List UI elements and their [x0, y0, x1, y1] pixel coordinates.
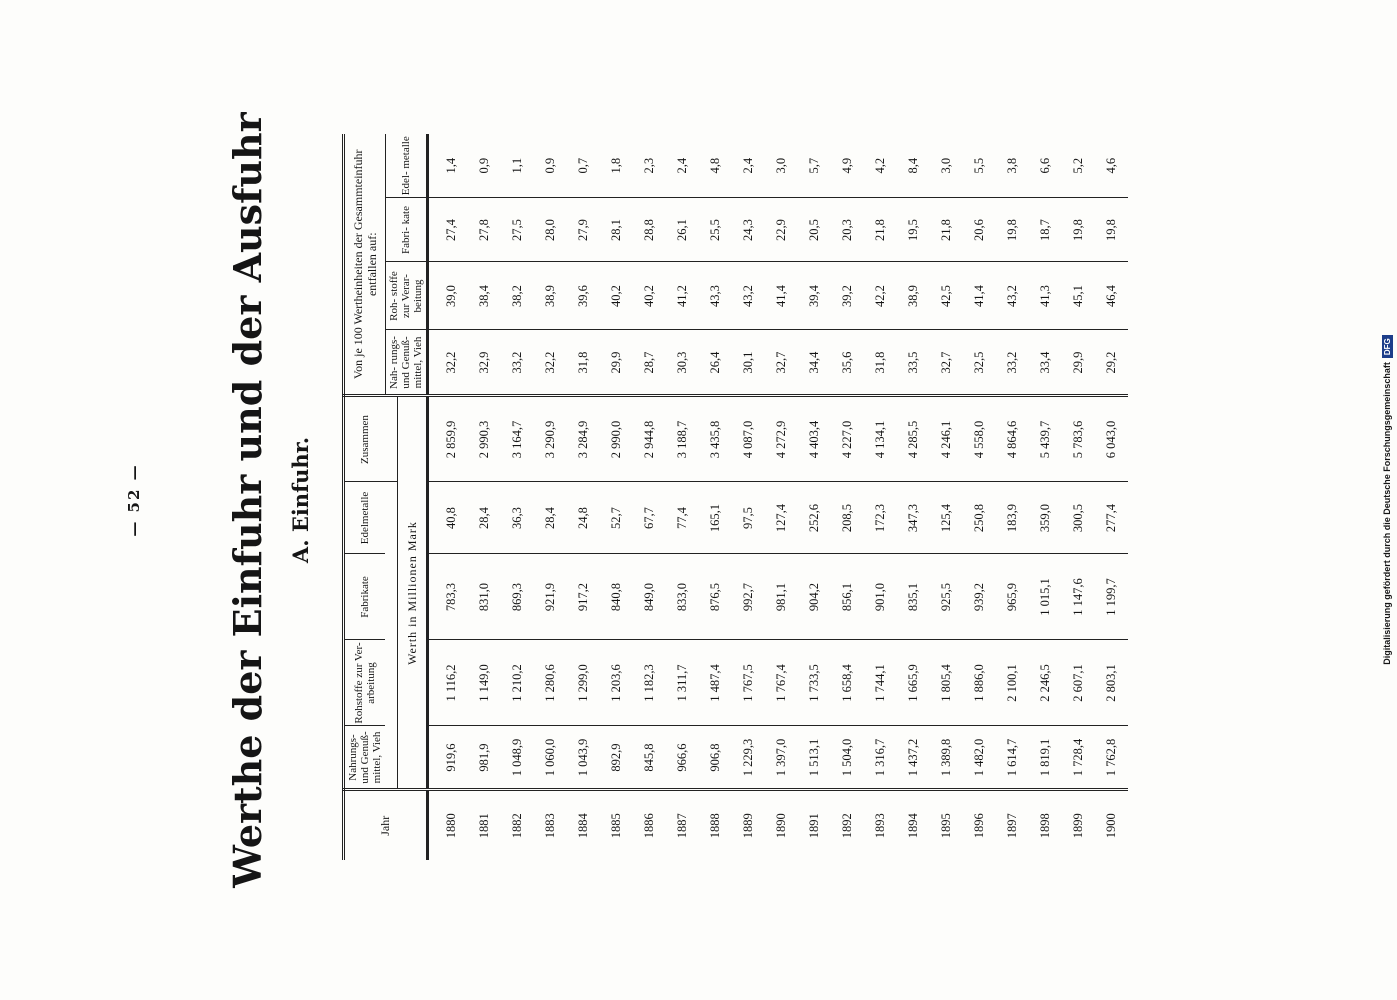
cell-rohstoffe: 1 299,0 — [567, 640, 600, 726]
cell-jahr: 1889 — [732, 790, 765, 860]
cell-rohstoffe: 1 487,4 — [699, 640, 732, 726]
cell-p-rohstoffe: 43,3 — [699, 262, 732, 330]
table-row — [996, 134, 1029, 860]
cell-rohstoffe: 1 733,5 — [798, 640, 831, 726]
header-p-nahrung: Nah- rungs- und Genuß- mittel, Vieh — [385, 330, 427, 396]
cell-zusammen: 4 272,9 — [765, 396, 798, 482]
cell-edelmetalle: 28,4 — [468, 482, 501, 554]
cell-rohstoffe: 1 116,2 — [427, 640, 468, 726]
dfg-logo: DFG — [1382, 335, 1393, 358]
cell-p-rohstoffe: 39,6 — [567, 262, 600, 330]
cell-jahr: 1899 — [1062, 790, 1095, 860]
cell-p-fabrikate: 19,8 — [1062, 198, 1095, 262]
cell-fabrikate: 904,2 — [798, 554, 831, 640]
cell-jahr: 1892 — [831, 790, 864, 860]
cell-zusammen: 4 246,1 — [930, 396, 963, 482]
cell-rohstoffe: 1 658,4 — [831, 640, 864, 726]
cell-zusammen: 4 227,0 — [831, 396, 864, 482]
cell-p-edelmetalle: 5,2 — [1070, 157, 1085, 174]
cell-rohstoffe: 1 767,5 — [732, 640, 765, 726]
cell-nahrung: 919,6 — [427, 726, 468, 790]
cell-edelmetalle: 359,0 — [1029, 482, 1062, 554]
cell-rohstoffe: 1 744,1 — [864, 640, 897, 726]
cell-zusammen: 3 284,9 — [567, 396, 600, 482]
cell-p-edelmetalle: 3,0 — [938, 157, 953, 174]
cell-p-edelmetalle: 0,9 — [476, 157, 491, 174]
digitization-credit — [1382, 0, 1393, 1000]
cell-rohstoffe: 2 100,1 — [996, 640, 1029, 726]
cell-edelmetalle: 28,4 — [534, 482, 567, 554]
table-row — [1095, 134, 1128, 860]
table-row — [567, 134, 600, 860]
cell-p-fabrikate: 19,8 — [1095, 198, 1128, 262]
cell-zusammen: 4 403,4 — [798, 396, 831, 482]
cell-nahrung: 906,8 — [699, 726, 732, 790]
cell-nahrung: 1 819,1 — [1029, 726, 1062, 790]
cell-jahr: 1882 — [501, 790, 534, 860]
cell-p-rohstoffe: 38,2 — [501, 262, 534, 330]
cell-rohstoffe: 1 149,0 — [468, 640, 501, 726]
cell-rohstoffe: 1 311,7 — [666, 640, 699, 726]
cell-p-nahrung: 29,9 — [1062, 330, 1095, 396]
cell-p-edelmetalle: 2,3 — [641, 157, 656, 174]
cell-p-fabrikate: 18,7 — [1029, 198, 1062, 262]
cell-zusammen: 4 087,0 — [732, 396, 765, 482]
header-unit-spacer — [385, 482, 397, 790]
table-row — [897, 134, 930, 860]
cell-p-nahrung: 33,5 — [897, 330, 930, 396]
cell-edelmetalle: 252,6 — [798, 482, 831, 554]
cell-p-nahrung: 30,1 — [732, 330, 765, 396]
table-row — [633, 134, 666, 860]
cell-fabrikate: 992,7 — [732, 554, 765, 640]
table-row — [501, 134, 534, 860]
cell-p-rohstoffe: 43,2 — [732, 262, 765, 330]
cell-p-fabrikate: 27,9 — [567, 198, 600, 262]
cell-jahr: 1881 — [468, 790, 501, 860]
cell-p-rohstoffe: 41,4 — [963, 262, 996, 330]
cell-p-nahrung: 33,4 — [1029, 330, 1062, 396]
cell-nahrung: 1 437,2 — [897, 726, 930, 790]
header-unit-spacer-sum — [385, 396, 397, 482]
cell-jahr: 1890 — [765, 790, 798, 860]
cell-nahrung: 1 504,0 — [831, 726, 864, 790]
cell-zusammen: 4 864,6 — [996, 396, 1029, 482]
cell-p-nahrung: 29,2 — [1095, 330, 1128, 396]
table-row — [427, 134, 468, 860]
cell-zusammen: 2 990,0 — [600, 396, 633, 482]
cell-fabrikate: 1 015,1 — [1029, 554, 1062, 640]
cell-p-edelmetalle: 4,8 — [707, 157, 722, 174]
cell-jahr: 1900 — [1095, 790, 1128, 860]
cell-p-nahrung: 34,4 — [798, 330, 831, 396]
cell-p-nahrung: 26,4 — [699, 330, 732, 396]
header-jahr: Jahr — [344, 790, 428, 860]
cell-nahrung: 1 728,4 — [1062, 726, 1095, 790]
cell-nahrung: 1 060,0 — [534, 726, 567, 790]
cell-p-edelmetalle: 1,1 — [509, 157, 524, 174]
table-row — [831, 134, 864, 860]
cell-p-edelmetalle: 5,7 — [806, 157, 821, 174]
cell-fabrikate: 925,5 — [930, 554, 963, 640]
cell-nahrung: 845,8 — [633, 726, 666, 790]
cell-zusammen: 5 439,7 — [1029, 396, 1062, 482]
cell-edelmetalle: 300,5 — [1062, 482, 1095, 554]
cell-p-nahrung: 32,7 — [765, 330, 798, 396]
cell-rohstoffe: 1 280,6 — [534, 640, 567, 726]
cell-p-edelmetalle: 2,4 — [674, 157, 689, 174]
cell-fabrikate: 833,0 — [666, 554, 699, 640]
cell-edelmetalle: 127,4 — [765, 482, 798, 554]
cell-jahr: 1893 — [864, 790, 897, 860]
cell-edelmetalle: 40,8 — [427, 482, 468, 554]
cell-p-edelmetalle: 0,9 — [542, 157, 557, 174]
cell-p-nahrung: 32,9 — [468, 330, 501, 396]
cell-nahrung: 1 389,8 — [930, 726, 963, 790]
cell-zusammen: 2 990,3 — [468, 396, 501, 482]
cell-edelmetalle: 250,8 — [963, 482, 996, 554]
cell-p-edelmetalle: 8,4 — [905, 157, 920, 174]
section-title: A. Einfuhr. — [288, 436, 313, 564]
cell-edelmetalle: 183,9 — [996, 482, 1029, 554]
cell-jahr: 1897 — [996, 790, 1029, 860]
cell-p-nahrung: 31,8 — [864, 330, 897, 396]
table-row — [699, 134, 732, 860]
cell-p-fabrikate: 26,1 — [666, 198, 699, 262]
table-row — [600, 134, 633, 860]
cell-p-rohstoffe: 42,5 — [930, 262, 963, 330]
header-zusammen: Zusammen — [344, 396, 386, 482]
cell-jahr: 1885 — [600, 790, 633, 860]
cell-p-fabrikate: 27,5 — [501, 198, 534, 262]
cell-p-fabrikate: 22,9 — [765, 198, 798, 262]
cell-p-edelmetalle: 6,6 — [1037, 157, 1052, 174]
header-fabrikate: Fabrikate — [344, 554, 386, 640]
cell-p-nahrung: 28,7 — [633, 330, 666, 396]
cell-zusammen: 3 435,8 — [699, 396, 732, 482]
cell-jahr: 1888 — [699, 790, 732, 860]
cell-p-fabrikate: 20,6 — [963, 198, 996, 262]
cell-p-nahrung: 31,8 — [567, 330, 600, 396]
cell-p-nahrung: 29,9 — [600, 330, 633, 396]
cell-zusammen: 4 134,1 — [864, 396, 897, 482]
table-row — [534, 134, 567, 860]
cell-edelmetalle: 52,7 — [600, 482, 633, 554]
cell-p-rohstoffe: 38,9 — [897, 262, 930, 330]
cell-p-fabrikate: 27,8 — [468, 198, 501, 262]
cell-edelmetalle: 125,4 — [930, 482, 963, 554]
table-row — [1029, 134, 1062, 860]
cell-edelmetalle: 77,4 — [666, 482, 699, 554]
cell-fabrikate: 783,3 — [427, 554, 468, 640]
cell-fabrikate: 869,3 — [501, 554, 534, 640]
header-p-rohstoffe: Roh- stoffe zur Verar- beitung — [385, 262, 427, 330]
cell-fabrikate: 981,1 — [765, 554, 798, 640]
cell-p-edelmetalle: 4,9 — [839, 157, 854, 174]
cell-zusammen: 3 164,7 — [501, 396, 534, 482]
cell-rohstoffe: 2 803,1 — [1095, 640, 1128, 726]
cell-edelmetalle: 208,5 — [831, 482, 864, 554]
cell-p-fabrikate: 24,3 — [732, 198, 765, 262]
cell-nahrung: 981,9 — [468, 726, 501, 790]
cell-p-rohstoffe: 39,4 — [798, 262, 831, 330]
cell-fabrikate: 965,9 — [996, 554, 1029, 640]
cell-p-rohstoffe: 39,0 — [427, 262, 468, 330]
cell-edelmetalle: 67,7 — [633, 482, 666, 554]
cell-p-nahrung: 30,3 — [666, 330, 699, 396]
cell-fabrikate: 831,0 — [468, 554, 501, 640]
cell-nahrung: 1 229,3 — [732, 726, 765, 790]
cell-fabrikate: 856,1 — [831, 554, 864, 640]
cell-p-rohstoffe: 42,2 — [864, 262, 897, 330]
cell-jahr: 1880 — [427, 790, 468, 860]
cell-fabrikate: 840,8 — [600, 554, 633, 640]
cell-edelmetalle: 97,5 — [732, 482, 765, 554]
cell-p-nahrung: 35,6 — [831, 330, 864, 396]
cell-jahr: 1896 — [963, 790, 996, 860]
table-row — [930, 134, 963, 860]
cell-fabrikate: 876,5 — [699, 554, 732, 640]
table-row — [798, 134, 831, 860]
cell-jahr: 1887 — [666, 790, 699, 860]
cell-p-fabrikate: 20,3 — [831, 198, 864, 262]
cell-p-rohstoffe: 45,1 — [1062, 262, 1095, 330]
cell-p-edelmetalle: 4,6 — [1103, 157, 1118, 174]
table-row — [963, 134, 996, 860]
cell-p-rohstoffe: 39,2 — [831, 262, 864, 330]
cell-p-nahrung: 32,2 — [427, 330, 468, 396]
cell-nahrung: 966,6 — [666, 726, 699, 790]
cell-p-nahrung: 32,7 — [930, 330, 963, 396]
cell-rohstoffe: 2 246,5 — [1029, 640, 1062, 726]
cell-p-edelmetalle: 1,8 — [608, 157, 623, 174]
header-edelmetalle: Edelmetalle — [344, 482, 386, 554]
cell-p-fabrikate: 21,8 — [864, 198, 897, 262]
cell-p-fabrikate: 19,8 — [996, 198, 1029, 262]
cell-p-fabrikate: 25,5 — [699, 198, 732, 262]
cell-p-edelmetalle: 2,4 — [740, 157, 755, 174]
cell-p-edelmetalle: 3,0 — [773, 157, 788, 174]
cell-p-nahrung: 32,5 — [963, 330, 996, 396]
cell-zusammen: 2 859,9 — [427, 396, 468, 482]
cell-p-edelmetalle: 1,4 — [427, 134, 468, 198]
cell-jahr: 1891 — [798, 790, 831, 860]
cell-zusammen: 2 944,8 — [633, 396, 666, 482]
cell-edelmetalle: 24,8 — [567, 482, 600, 554]
cell-p-edelmetalle: 4,2 — [872, 157, 887, 174]
cell-nahrung: 1 316,7 — [864, 726, 897, 790]
cell-nahrung: 1 762,8 — [1095, 726, 1128, 790]
table-row — [666, 134, 699, 860]
cell-rohstoffe: 1 182,3 — [633, 640, 666, 726]
cell-edelmetalle: 277,4 — [1095, 482, 1128, 554]
cell-fabrikate: 835,1 — [897, 554, 930, 640]
cell-fabrikate: 917,2 — [567, 554, 600, 640]
cell-jahr: 1898 — [1029, 790, 1062, 860]
cell-p-rohstoffe: 46,4 — [1095, 262, 1128, 330]
cell-rohstoffe: 1 203,6 — [600, 640, 633, 726]
cell-p-edelmetalle: 5,5 — [971, 157, 986, 174]
cell-fabrikate: 849,0 — [633, 554, 666, 640]
cell-p-edelmetalle: 0,7 — [575, 157, 590, 174]
cell-rohstoffe: 1 805,4 — [930, 640, 963, 726]
cell-zusammen: 6 043,0 — [1095, 396, 1128, 482]
cell-p-fabrikate: 28,1 — [600, 198, 633, 262]
header-percent-group: Von je 100 Wertheinheiten der Gesammteinfuhr entfallen auf: — [344, 134, 386, 396]
cell-p-rohstoffe: 38,9 — [534, 262, 567, 330]
cell-p-fabrikate: 21,8 — [930, 198, 963, 262]
cell-rohstoffe: 1 210,2 — [501, 640, 534, 726]
cell-fabrikate: 921,9 — [534, 554, 567, 640]
cell-jahr: 1883 — [534, 790, 567, 860]
cell-nahrung: 1 397,0 — [765, 726, 798, 790]
cell-nahrung: 1 482,0 — [963, 726, 996, 790]
header-rohstoffe: Rohstoffe zur Ver- arbeitung — [344, 640, 386, 726]
cell-edelmetalle: 165,1 — [699, 482, 732, 554]
cell-p-edelmetalle: 3,8 — [1004, 157, 1019, 174]
cell-zusammen: 4 558,0 — [963, 396, 996, 482]
cell-zusammen: 5 783,6 — [1062, 396, 1095, 482]
cell-fabrikate: 1 199,7 — [1095, 554, 1128, 640]
cell-p-fabrikate: 28,8 — [633, 198, 666, 262]
cell-p-rohstoffe: 43,2 — [996, 262, 1029, 330]
cell-p-nahrung: 33,2 — [501, 330, 534, 396]
table-row — [732, 134, 765, 860]
cell-p-rohstoffe: 41,4 — [765, 262, 798, 330]
cell-p-fabrikate: 20,5 — [798, 198, 831, 262]
cell-p-fabrikate: 19,5 — [897, 198, 930, 262]
header-p-fabrikate: Fabri- kate — [385, 198, 427, 262]
page-number: — 52 — — [125, 463, 143, 537]
table-row — [468, 134, 501, 860]
cell-nahrung: 1 513,1 — [798, 726, 831, 790]
cell-fabrikate: 1 147,6 — [1062, 554, 1095, 640]
import-values-table — [342, 134, 1128, 860]
cell-p-fabrikate: 28,0 — [534, 198, 567, 262]
cell-fabrikate: 939,2 — [963, 554, 996, 640]
cell-p-rohstoffe: 41,3 — [1029, 262, 1062, 330]
cell-jahr: 1895 — [930, 790, 963, 860]
cell-rohstoffe: 2 607,1 — [1062, 640, 1095, 726]
cell-rohstoffe: 1 665,9 — [897, 640, 930, 726]
cell-p-nahrung: 33,2 — [996, 330, 1029, 396]
cell-p-rohstoffe: 41,2 — [666, 262, 699, 330]
cell-nahrung: 1 043,9 — [567, 726, 600, 790]
cell-edelmetalle: 172,3 — [864, 482, 897, 554]
cell-fabrikate: 901,0 — [864, 554, 897, 640]
cell-p-rohstoffe: 40,2 — [633, 262, 666, 330]
credit-text: Digitalisierung gefördert durch die Deutsche Forschungsgemeinschaft — [1382, 362, 1392, 665]
cell-rohstoffe: 1 767,4 — [765, 640, 798, 726]
cell-rohstoffe: 1 886,0 — [963, 640, 996, 726]
table-row — [765, 134, 798, 860]
cell-edelmetalle: 36,3 — [501, 482, 534, 554]
cell-jahr: 1894 — [897, 790, 930, 860]
header-unit: Werth in Millionen Mark — [397, 396, 427, 790]
cell-nahrung: 1 614,7 — [996, 726, 1029, 790]
cell-nahrung: 1 048,9 — [501, 726, 534, 790]
cell-p-fabrikate: 27,4 — [427, 198, 468, 262]
cell-p-rohstoffe: 40,2 — [600, 262, 633, 330]
cell-p-rohstoffe: 38,4 — [468, 262, 501, 330]
table-row — [864, 134, 897, 860]
cell-zusammen: 3 188,7 — [666, 396, 699, 482]
cell-zusammen: 4 285,5 — [897, 396, 930, 482]
cell-p-nahrung: 32,2 — [534, 330, 567, 396]
cell-zusammen: 3 290,9 — [534, 396, 567, 482]
cell-jahr: 1886 — [633, 790, 666, 860]
table-row — [1062, 134, 1095, 860]
header-p-edelmetalle: Edel- metalle — [399, 136, 412, 196]
page-title: Werthe der Einfuhr und der Ausfuhr — [225, 112, 270, 888]
cell-nahrung: 892,9 — [600, 726, 633, 790]
cell-edelmetalle: 347,3 — [897, 482, 930, 554]
cell-jahr: 1884 — [567, 790, 600, 860]
header-nahrung: Nahrungs- und Genuß- mittel, Vieh — [344, 726, 386, 790]
